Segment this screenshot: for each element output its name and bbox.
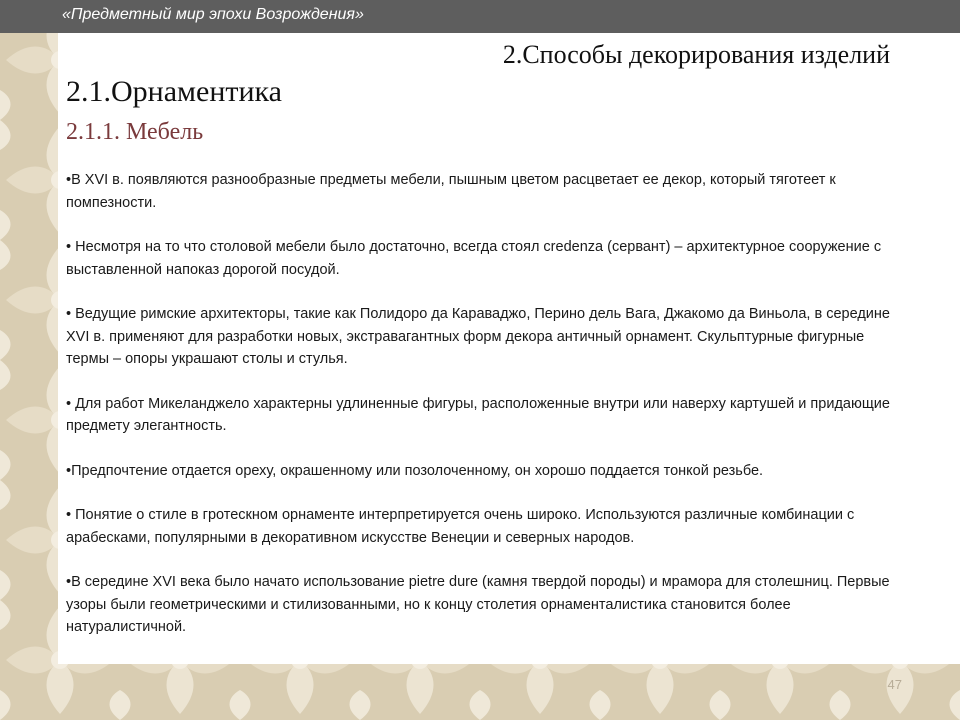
bullet-item: • Понятие о стиле в гротескном орнаменте интерпретируется очень широко. Используются различные комбинации с арабесками, популярными в декоративном искусстве Венеции и северных народов. <box>66 507 855 546</box>
bullet-item: •В XVI в. появляются разнообразные предметы мебели, пышным цветом расцветает ее декор, который тяготеет к помпезности. <box>66 172 836 211</box>
slide-title: 2.1.Орнаментика <box>66 75 282 108</box>
slide-content-panel <box>58 33 960 664</box>
bullet-item: •Предпочтение отдается ореху, окрашенному или позолоченному, он хорошо поддается тонкой резьбе. <box>66 462 764 479</box>
bullet-item: • Ведущие римские архитекторы, такие как Полидоро да Караваджо, Перино дель Вага, Джакомо да Виньола, в середине XVI в. применяют для разработки новых, экстравагантных форм декора античный орнамент. Скульптурные фигурные термы – опоры украшают столы и стулья. <box>66 306 890 367</box>
bullet-list <box>66 169 906 639</box>
bullet-item: •В середине XVI века было начато использование pietre dure (камня твердой породы) и мрамора для столешниц. Первые узоры были геометрическими и стилизованными, но к концу столетия орнаменталистика становится более натуралистичной. <box>66 574 890 635</box>
section-title: 2.Способы декорирования изделий <box>502 40 890 69</box>
header-bar <box>0 0 960 33</box>
bullet-item: • Несмотря на то что столовой мебели было достаточно, всегда стоял credenza (сервант) – архитектурное сооружение с выставленной напоказ дорогой посудой. <box>66 239 882 278</box>
presentation-title: «Предметный мир эпохи Возрождения» <box>62 6 364 23</box>
slide-subtitle: 2.1.1. Мебель <box>66 119 204 145</box>
bullet-item: • Для работ Микеланджело характерны удлиненные фигуры, расположенные внутри или наверху картушей и придающие предмету элегантность. <box>66 395 890 434</box>
page-number: 47 <box>887 677 902 692</box>
